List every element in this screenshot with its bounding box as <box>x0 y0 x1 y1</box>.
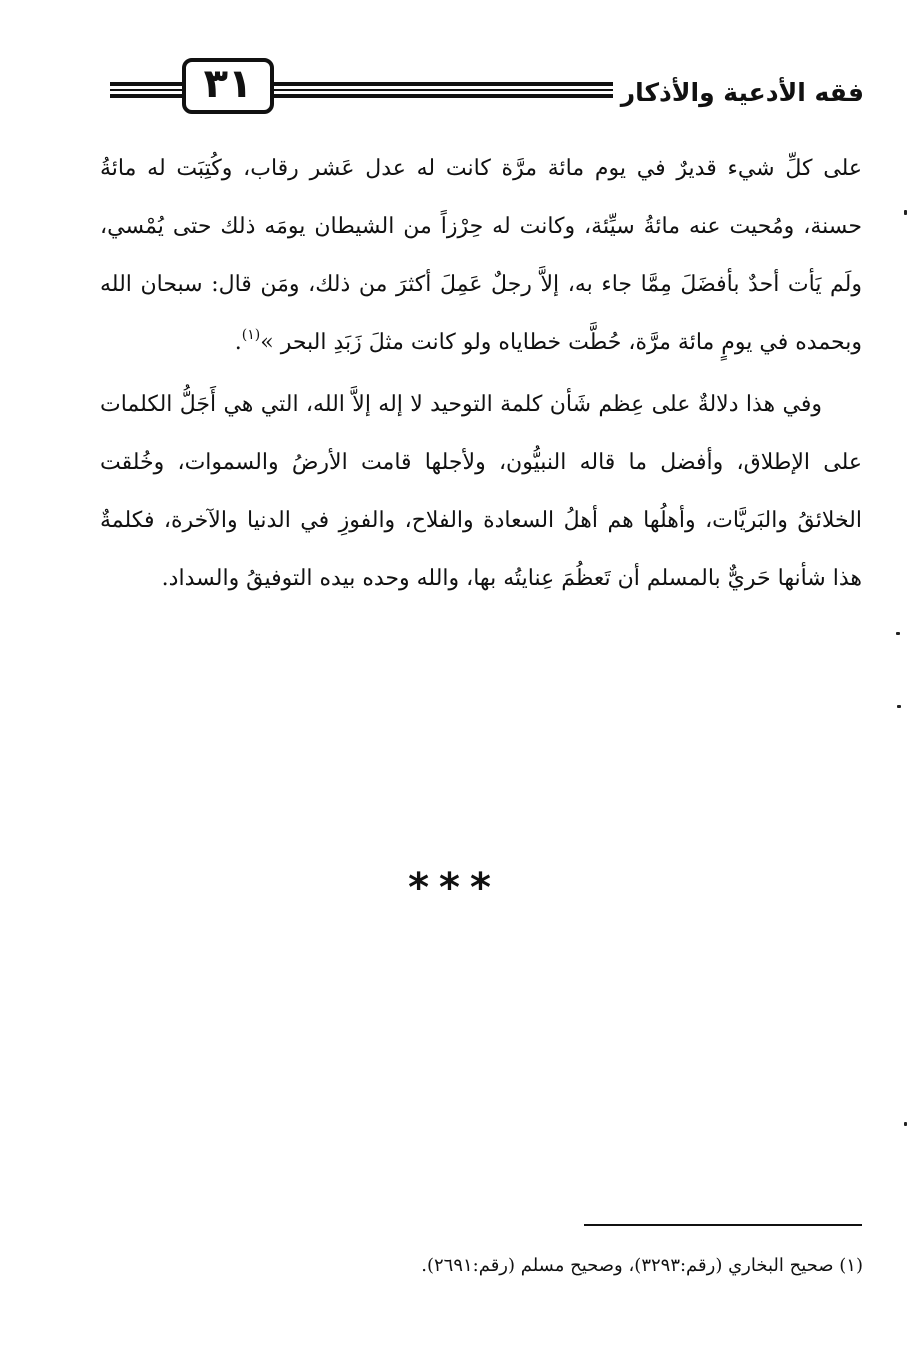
scan-speck <box>904 210 907 215</box>
footnote-divider <box>584 1224 862 1226</box>
footnote-reference: (١) <box>241 327 261 343</box>
scan-speck <box>897 705 901 708</box>
paragraph-hadith-text: على كلِّ شيء قديرٌ في يوم مائة مرَّة كانت له عدل عَشر رقاب، وكُتِبَت له مائةُ حسنة، ومُحيت عنه مائةُ سيِّئة، وكانت له حِرْزاً من الشيطان يومَه ذلك حتى يُمْسي، ولَم يَأت أحدٌ بأفضَلَ مِمَّا جاء به، إلاَّ رجلٌ عَمِلَ أكثرَ من ذلك، ومَن قال: سبحان الله وبحمده في يومٍ مائة مرَّة، حُطَّت خطاياه ولو كانت مثلَ زَبَدِ البحر » <box>100 156 862 355</box>
section-separator: *** <box>408 865 501 911</box>
paragraph-tawhid: وفي هذا دلالةٌ على عِظم شَأن كلمة التوحيد لا إله إلاَّ الله، التي هي أَجَلُّ الكلمات على الإطلاق، وأفضل ما قاله النبيُّون، ولأجلها قامت الأرضُ والسموات، وخُلقت الخلائقُ والبَريَّات، وأهلُها هم أهلُ السعادة والفلاح، والفوزِ في الدنيا والآخرة، فكلمةٌ هذا شأنها حَريٌّ بالمسلم أن تَعظُمَ عِنايتُه بها، والله وحده بيده التوفيقُ والسداد. <box>100 392 862 591</box>
paragraph-hadith <box>100 140 862 372</box>
scan-speck <box>904 1122 907 1126</box>
footnote: (١) صحيح البخاري (رقم:٣٢٩٣)، وصحيح مسلم (رقم:٢٦٩١). <box>421 1255 863 1276</box>
scan-speck <box>896 632 900 635</box>
main-text <box>100 140 862 608</box>
page-header <box>104 58 864 124</box>
book-title: فقه الأدعية والأذكار <box>613 80 864 105</box>
paragraph-hadith-end: . <box>234 330 242 355</box>
page-number: ٣١ <box>182 58 274 114</box>
